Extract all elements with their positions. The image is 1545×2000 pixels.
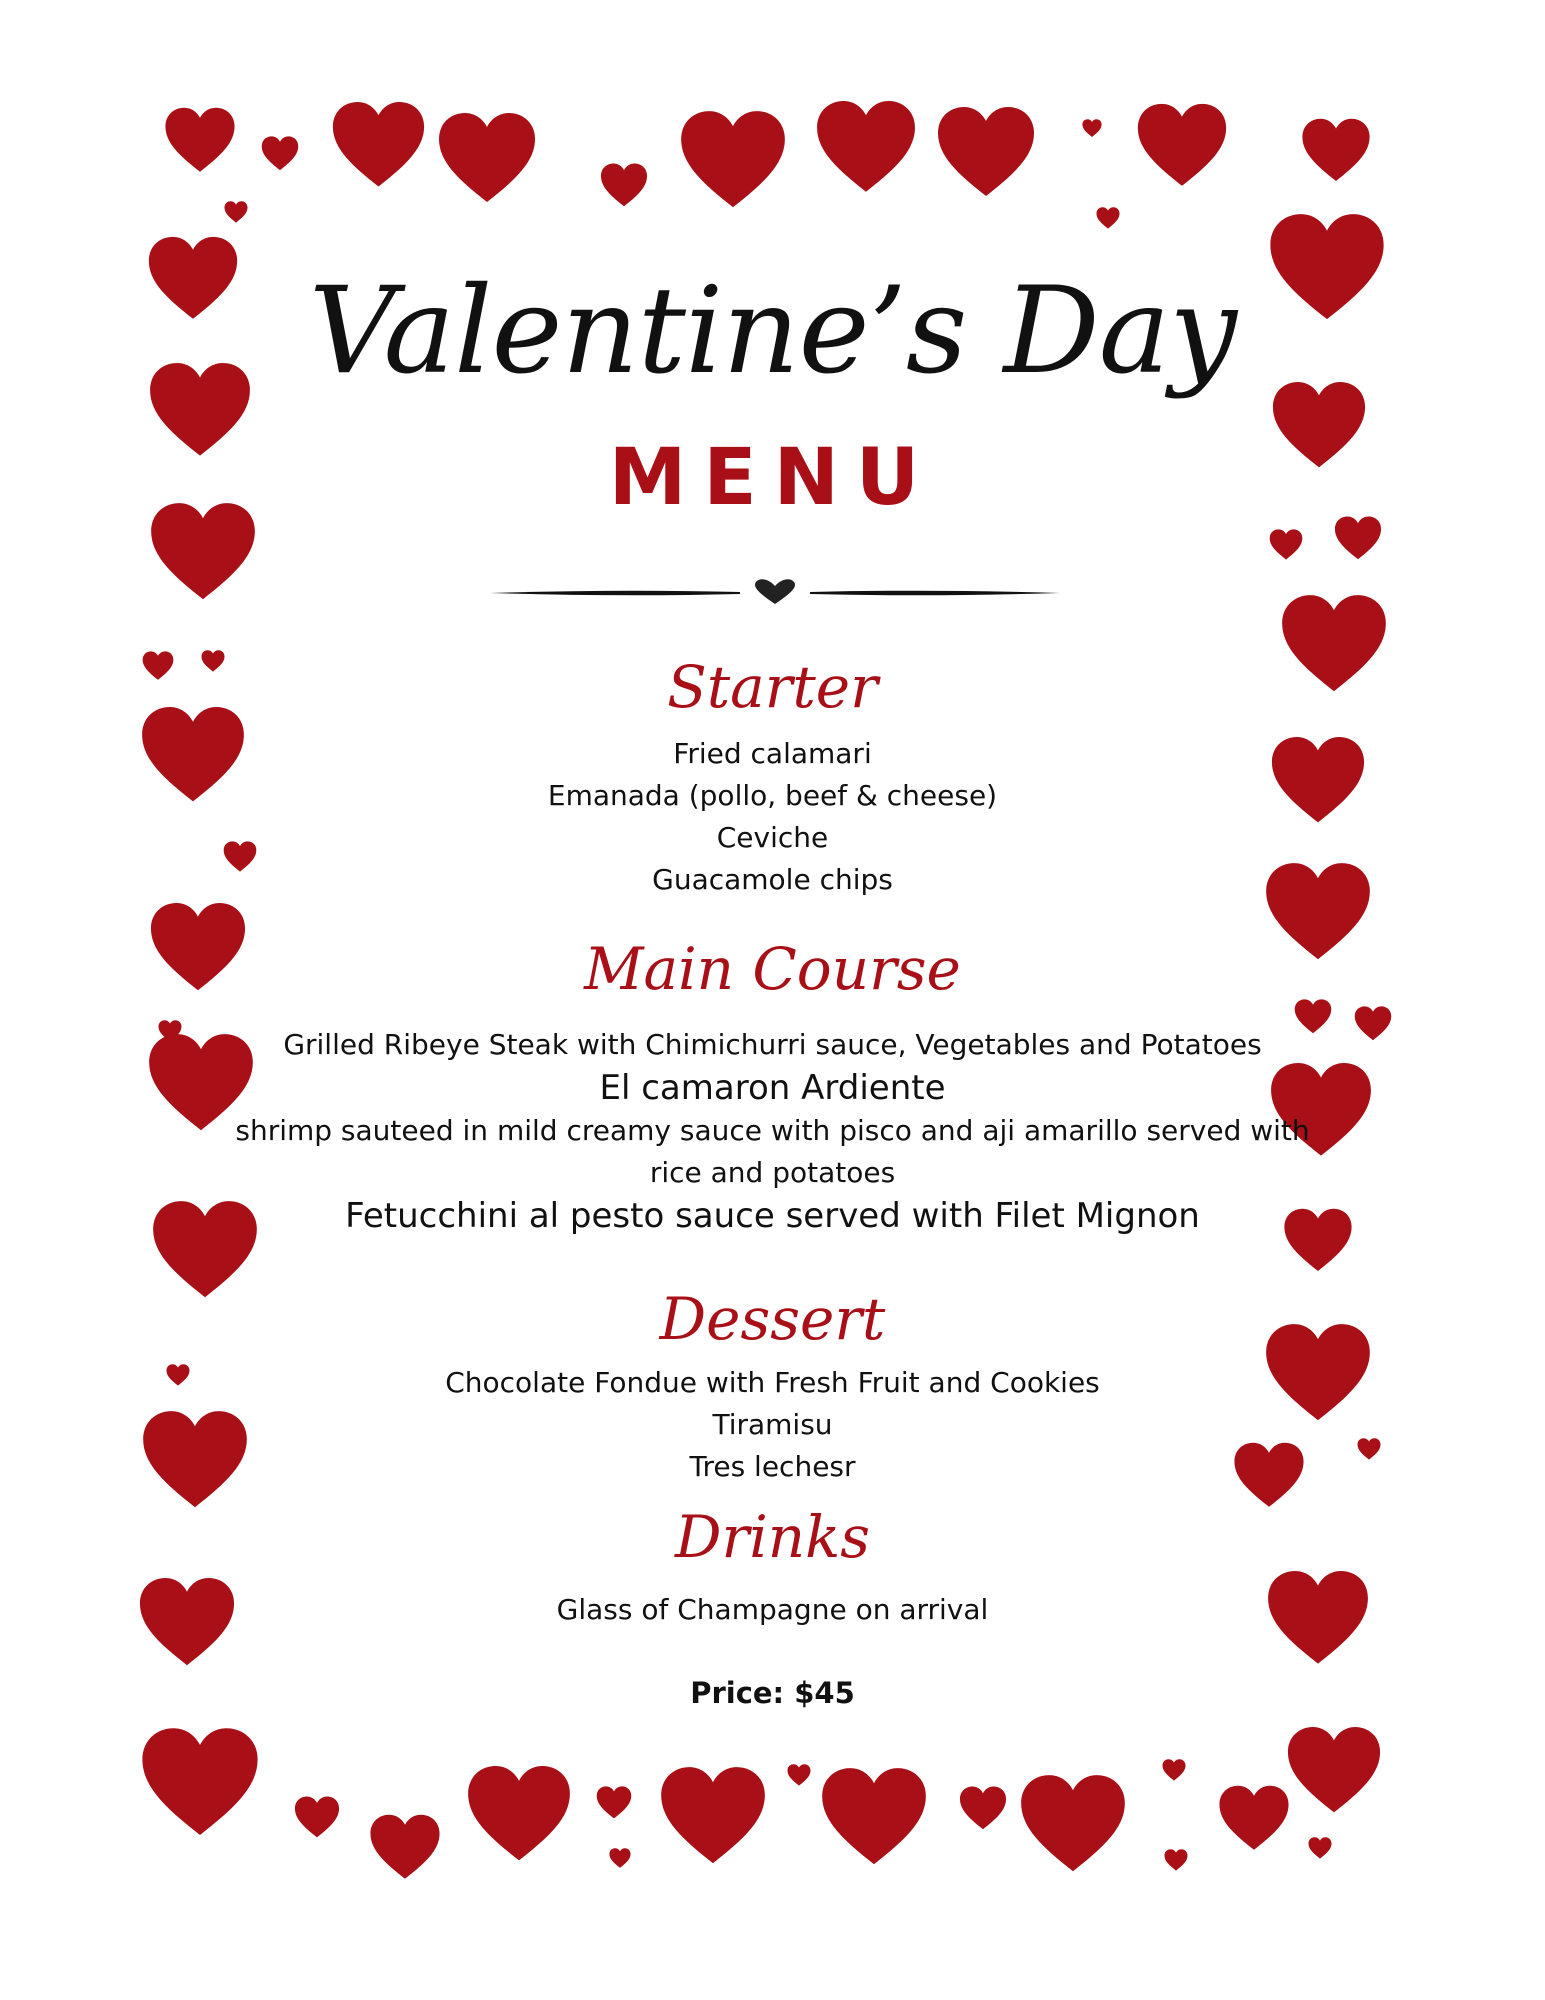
starter-items (0, 733, 1545, 901)
menu-item: Guacamole chips (652, 863, 893, 896)
menu-item: Fetucchini al pesto sauce served with Filet Mignon (345, 1196, 1200, 1236)
menu-item: Emanada (pollo, beef & cheese) (547, 779, 998, 812)
page-title: Valentine’s Day (308, 262, 1237, 401)
heart-icon (1218, 1785, 1290, 1851)
heart-icon (787, 1764, 811, 1786)
heart-icon (1082, 119, 1102, 137)
heart-icon (609, 1848, 631, 1868)
heart-icon (1269, 529, 1303, 560)
menu-item: Fried calamari (673, 737, 872, 770)
heart-icon (659, 1766, 767, 1865)
heart-icon (959, 1786, 1007, 1830)
drinks-items (0, 1589, 1545, 1631)
price: Price: $45 (690, 1676, 855, 1710)
heart-icon (164, 107, 236, 173)
heart-icon (679, 110, 787, 209)
heart-icon (369, 1814, 441, 1880)
menu-item: Tiramisu (712, 1408, 833, 1441)
menu-item: Chocolate Fondue with Fresh Fruit and Cookies (445, 1366, 1100, 1399)
heart-icon (466, 1765, 572, 1863)
menu-item: Glass of Champagne on arrival (556, 1593, 989, 1626)
heart-icon (1164, 1849, 1188, 1871)
section-heading-starter: Starter (667, 653, 878, 721)
menu-item: Grilled Ribeye Steak with Chimichurri sauce, Vegetables and Potatoes (283, 1028, 1262, 1061)
heart-icon (820, 1767, 928, 1866)
heart-icon (140, 1727, 260, 1837)
heart-icon (600, 163, 648, 207)
heart-icon (1301, 118, 1371, 182)
heart-icon (1286, 1726, 1382, 1814)
heart-icon (596, 1786, 632, 1819)
menu-item: Ceviche (716, 821, 829, 854)
heart-icon (224, 201, 248, 223)
heart-icon (1162, 1759, 1186, 1781)
divider (490, 578, 1060, 608)
page-subtitle: MENU (608, 433, 937, 523)
heart-icon (1096, 207, 1120, 229)
menu-item-description: shrimp sauteed in mild creamy sauce with pisco and aji amarillo served with (235, 1114, 1310, 1147)
heart-icon (294, 1796, 340, 1838)
heart-icon (437, 112, 537, 204)
heart-icon (815, 100, 917, 194)
main-course-items (0, 1024, 1545, 1238)
menu-item: El camaron Ardiente (599, 1068, 946, 1108)
heart-icon (936, 106, 1036, 198)
section-heading-drinks: Drinks (674, 1503, 871, 1571)
menu-item: Tres lechesr (689, 1450, 856, 1483)
menu-item-description: rice and potatoes (649, 1156, 896, 1189)
heart-icon (1136, 103, 1228, 188)
heart-icon (1019, 1774, 1127, 1873)
heart-icon (1308, 1837, 1332, 1859)
section-heading-dessert: Dessert (659, 1285, 886, 1353)
heart-icon (755, 579, 795, 604)
section-heading-main-course: Main Course (584, 935, 961, 1003)
dessert-items (0, 1362, 1545, 1488)
heart-icon (261, 136, 299, 171)
heart-icon (331, 101, 426, 188)
